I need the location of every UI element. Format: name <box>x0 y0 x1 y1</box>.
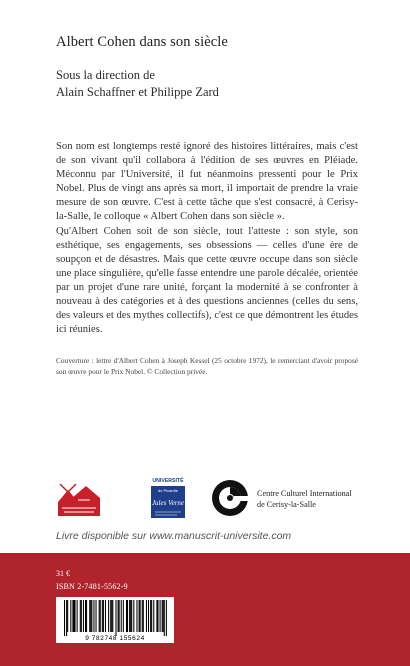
direction-line: Sous la direction de <box>56 68 155 82</box>
barcode-bar <box>139 600 140 632</box>
barcode-bar <box>129 600 130 632</box>
barcode-bar <box>140 600 141 632</box>
barcode-bar <box>166 600 167 636</box>
barcode-bar <box>110 600 111 632</box>
barcode-bar <box>86 600 87 632</box>
barcode-bar <box>93 600 94 632</box>
blurb-paragraph-2: Qu'Albert Cohen soit de son siècle, tout l'atteste : son style, son esthétique, ses engagements, ses obsessions — celles d'une ère de soupçon et de désastres. Mais que cette œuvre occupe dans son siècle une place singulière, qu'elle fasse entendre une parole décalée, orientée par un projet d'une rare unité, forçant la modernité à se confronter à nouveau à des catégories et à des questions anciennes (celles du sens, des valeurs et des mythes collectifs), c'est ce que démontrent les études ici réunies. <box>56 225 358 336</box>
barcode-bar <box>115 600 116 636</box>
barcode-bar <box>162 600 163 632</box>
book-title: Albert Cohen dans son siècle <box>56 34 228 50</box>
barcode-bar <box>96 600 97 632</box>
barcode-bar <box>143 600 144 632</box>
university-script: Jules Verne <box>151 499 185 507</box>
university-logo <box>145 476 191 522</box>
barcode-bar <box>131 600 132 632</box>
barcode-bar <box>80 600 81 632</box>
barcode-bar <box>85 600 86 632</box>
availability-line: Livre disponible sur www.manuscrit-universite.com <box>56 530 292 542</box>
barcode-bar <box>81 600 82 632</box>
barcode-bar <box>75 600 76 632</box>
barcode-bar <box>148 600 149 632</box>
barcode-bar <box>164 600 165 636</box>
cover-caption: Couverture : lettre d'Albert Cohen à Joseph Kessel (25 octobre 1972), le remerciant d'avoir proposé son œuvre pour le Prix Nobel. © Collection privée. <box>56 356 358 377</box>
barcode-bar <box>136 600 137 632</box>
barcode-bar <box>123 600 124 632</box>
barcode-bar <box>130 600 131 632</box>
barcode-bar <box>142 600 143 632</box>
barcode-bar <box>111 600 112 632</box>
barcode-bar <box>108 600 109 632</box>
barcode-bar <box>91 600 92 632</box>
price: 31 € <box>56 569 70 578</box>
barcode-digits: 9 782748 155624 <box>85 635 145 642</box>
barcode-bar <box>67 600 68 632</box>
barcode-bar <box>64 600 65 636</box>
ccic-line-1: Centre Culturel International <box>257 489 352 498</box>
blurb <box>56 140 358 337</box>
barcode-bar <box>133 600 134 632</box>
barcode-bar <box>102 600 103 632</box>
barcode-bar <box>73 600 74 632</box>
barcode-bar <box>121 600 122 632</box>
barcode-bar <box>100 600 101 632</box>
barcode-bar <box>163 600 164 632</box>
barcode-bar <box>99 600 100 632</box>
barcode-bar <box>127 600 128 632</box>
university-name: UNIVERSITÉ <box>152 478 184 484</box>
university-sub: de Picardie <box>157 488 179 493</box>
barcode-bar <box>77 600 78 632</box>
barcode-bars <box>64 600 167 636</box>
barcode-bar <box>66 600 67 636</box>
barcode-bar <box>119 600 120 632</box>
barcode-bar <box>112 600 113 632</box>
barcode-bar <box>150 600 151 632</box>
ccic-line-2: de Cerisy-la-Salle <box>257 500 316 509</box>
barcode-bar <box>105 600 106 632</box>
publisher-logo-icon <box>56 480 102 520</box>
isbn: ISBN 2-7481-5562-9 <box>56 582 128 591</box>
ccic-logo-icon <box>210 478 250 518</box>
barcode <box>56 597 174 643</box>
barcode-bar <box>118 600 119 632</box>
editors-line: Alain Schaffner et Philippe Zard <box>56 85 219 99</box>
barcode-bar <box>70 600 71 632</box>
barcode-bar <box>90 600 91 632</box>
barcode-bar <box>72 600 73 632</box>
barcode-bar <box>146 600 147 632</box>
barcode-bar <box>157 600 158 632</box>
ccic-name <box>257 488 387 510</box>
barcode-bar <box>89 600 90 632</box>
barcode-bar <box>153 600 154 632</box>
barcode-bar <box>160 600 161 632</box>
barcode-bar <box>103 600 104 632</box>
barcode-bar <box>126 600 127 632</box>
barcode-bar <box>83 600 84 632</box>
publisher-logos <box>0 470 410 530</box>
barcode-bar <box>151 600 152 632</box>
blurb-paragraph-1: Son nom est longtemps resté ignoré des histoires littéraires, mais c'est de son vivant qu'il collabora à l'édition de ses œuvres en Pléiade. Méconnu par l'Université, il fut néanmoins pressenti pour le Prix Nobel. Plus de vingt ans après sa mort, il importait de prendre la vraie mesure de son œuvre. C'est à cette tâche que s'est consacré, à Cerisy-la-Salle, le colloque « Albert Cohen dans son siècle ». <box>56 141 358 223</box>
barcode-bar <box>156 600 157 632</box>
